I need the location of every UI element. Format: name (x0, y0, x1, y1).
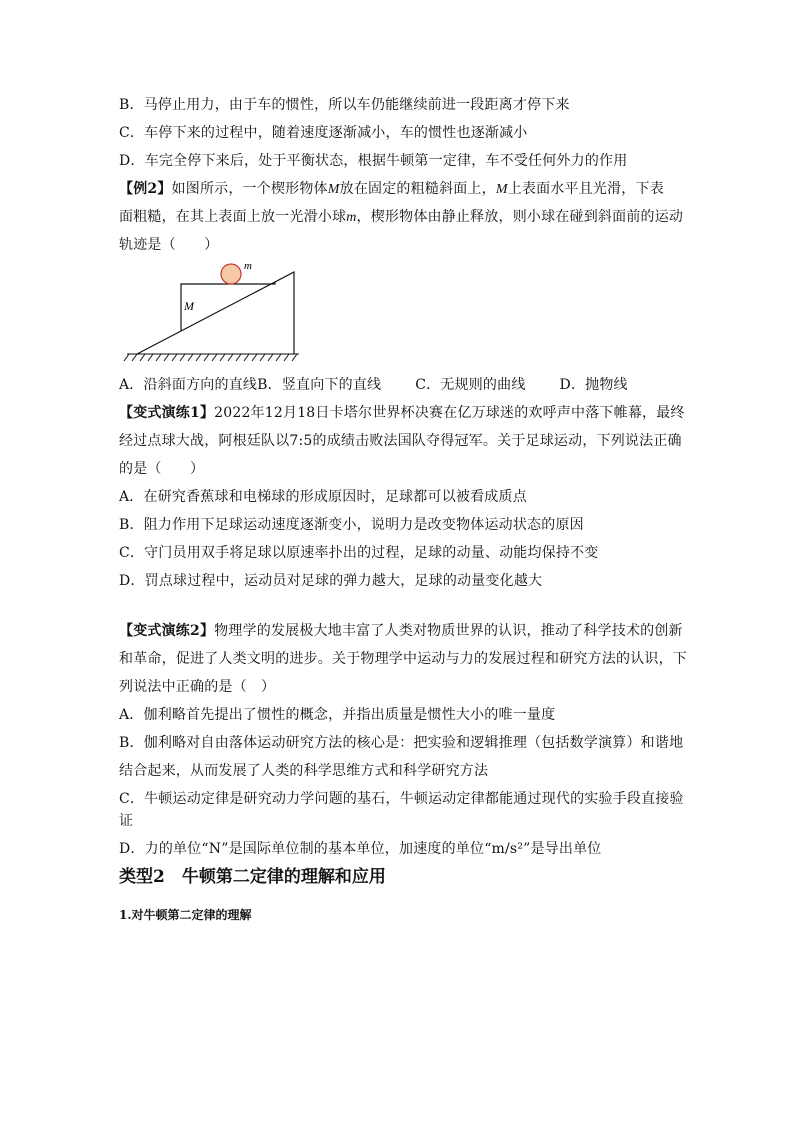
exercise1-tag: 【变式演练1】 (119, 405, 215, 421)
q1-option-b: B．马停止用力，由于车的惯性，所以车仍能继续前进一段距离才停下来 (119, 97, 570, 113)
exercise2-line3: 列说法中正确的是（ ） (119, 679, 276, 695)
example2-line3: 轨迹是（ ） (119, 237, 219, 253)
ball-label-m: m (244, 260, 252, 272)
exercise2-option-a: A．伽利略首先提出了惯性的概念，并指出质量是惯性大小的唯一量度 (119, 707, 556, 723)
exercise2-tag: 【变式演练2】 (119, 623, 215, 639)
exercise2-option-d: D．力的单位“N”是国际单位制的基本单位，加速度的单位“m/s²”是导出单位 (119, 841, 602, 857)
exercise1-option-b: B．阻力作用下足球运动速度逐渐变小，说明力是改变物体运动状态的原因 (119, 517, 584, 533)
example2-options: A．沿斜面方向的直线B．竖直向下的直线 C．无规则的曲线 D．抛物线 (119, 377, 628, 393)
exercise1-line3: 的是（ ） (119, 461, 205, 477)
wedge-incline-figure (119, 254, 309, 366)
small-ball (221, 264, 241, 284)
exercise2-option-b1: B．伽利略对自由落体运动研究方法的核心是：把实验和逻辑推理（包括数学演算）和谐地 (119, 735, 684, 751)
section-subtitle: 1.对牛顿第二定律的理解 (119, 908, 252, 922)
exercise2-option-c2: 证 (119, 813, 134, 829)
section-title: 类型2 牛顿第二定律的理解和应用 (119, 867, 386, 887)
example2-line1: 【例2】如图所示，一个楔形物体M放在固定的粗糙斜面上，M上表面水平且光滑，下表 (119, 181, 664, 197)
exercise2-option-c1: C．牛顿运动定律是研究动力学问题的基石，牛顿运动定律都能通过现代的实验手段直接验 (119, 791, 684, 807)
exercise2-line1: 【变式演练2】物理学的发展极大地丰富了人类对物质世界的认识，推动了科学技术的创新 (119, 623, 683, 639)
wedge-label-m: M (184, 299, 194, 313)
exercise2-line2: 和革命，促进了人类文明的进步。关于物理学中运动与力的发展过程和研究方法的认识，下 (119, 651, 687, 667)
incline-slope (137, 272, 294, 354)
exercise1-line2: 经过点球大战，阿根廷队以7:5的成绩击败法国队夺得冠军。关于足球运动，下列说法正确 (119, 433, 682, 449)
exercise1-line1: 【变式演练1】2022年12月18日卡塔尔世界杯决赛在亿万球迷的欢呼声中落下帷幕，最终 (119, 405, 685, 421)
ground-hatch (124, 354, 299, 361)
exercise2-option-b2: 结合起来，从而发展了人类的科学思维方式和科学研究方法 (119, 763, 489, 779)
example2-tag: 【例2】 (119, 181, 172, 197)
q1-option-c: C．车停下来的过程中，随着速度逐渐减小，车的惯性也逐渐减小 (119, 125, 528, 141)
q1-option-d: D．车完全停下来后，处于平衡状态，根据牛顿第一定律，车不受任何外力的作用 (119, 153, 628, 169)
example2-line2: 面粗糙，在其上表面上放一光滑小球m，楔形物体由静止释放，则小球在碰到斜面前的运动 (119, 209, 684, 225)
exercise1-option-c: C．守门员用双手将足球以原速率扑出的过程，足球的动量、动能均保持不变 (119, 545, 599, 561)
exercise1-option-d: D．罚点球过程中，运动员对足球的弹力越大，足球的动量变化越大 (119, 573, 543, 589)
exercise1-option-a: A．在研究香蕉球和电梯球的形成原因时，足球都可以被看成质点 (119, 489, 527, 505)
